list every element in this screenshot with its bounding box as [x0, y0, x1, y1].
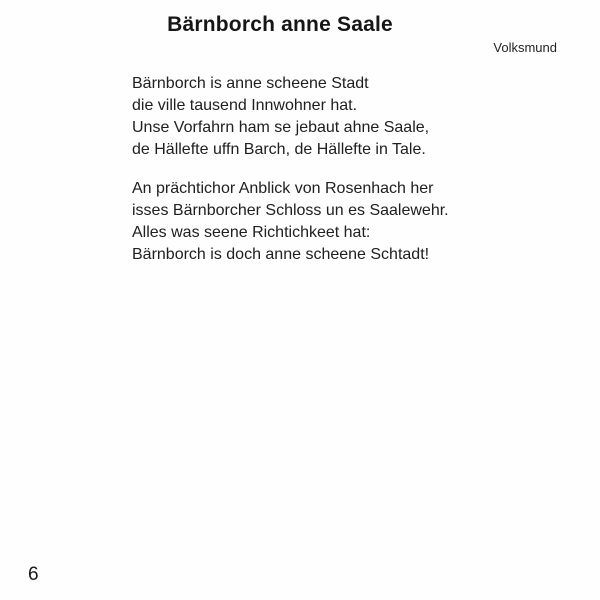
poem-line: Unse Vorfahrn ham se jebaut ahne Saale,	[132, 119, 430, 136]
poem-attribution: Volksmund	[493, 40, 557, 55]
page-number: 6	[28, 564, 39, 585]
poem-line: die ville tausend Innwohner hat.	[132, 97, 358, 114]
poem-line: isses Bärnborcher Schloss un es Saalewehr.	[132, 202, 449, 219]
poem-line: Alles was seene Richtichkeet hat:	[132, 224, 371, 241]
poem-line: Bärnborch is doch anne scheene Schtadt!	[132, 246, 430, 263]
poem-line: de Hällefte uffn Barch, de Hällefte in Tale.	[132, 141, 426, 158]
poem-line: Bärnborch is anne scheene Stadt	[132, 75, 369, 92]
poem-line: An prächtichor Anblick von Rosenhach her	[132, 180, 434, 197]
poem-stanza-1	[132, 73, 449, 161]
poem-body	[132, 73, 449, 283]
poem-stanza-2	[132, 178, 449, 266]
poem-title: Bärnborch anne Saale	[167, 13, 393, 36]
